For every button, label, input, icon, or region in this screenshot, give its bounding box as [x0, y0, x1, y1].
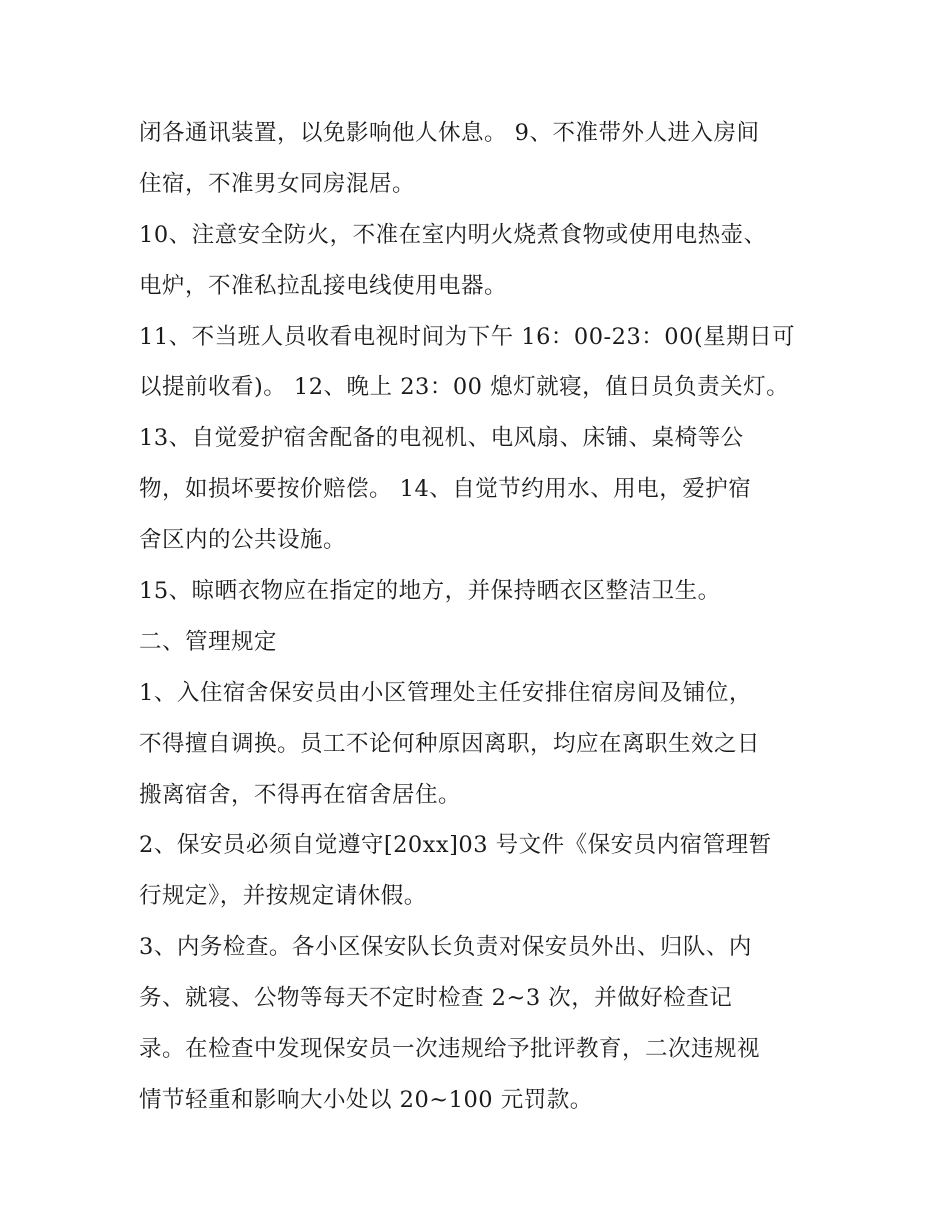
text-line: 不得擅自调换。员工不论何种原因离职，均应在离职生效之日 — [139, 730, 761, 757]
text-line: 3、内务检查。各小区保安队长负责对保安员外出、归队、内 — [139, 934, 752, 961]
text-line: 13、自觉爱护宿舍配备的电视机、电风扇、床铺、桌椅等公 — [139, 425, 744, 452]
text-line: 10、注意安全防火，不准在室内明火烧煮食物或使用电热壶、 — [139, 221, 767, 248]
text-line: 录。在检查中发现保安员一次违规给予批评教育，二次违规视 — [139, 1036, 761, 1063]
text-line: 行规定》，并按规定请休假。 — [139, 883, 427, 910]
text-line: 搬离宿舍，不得再在宿舍居住。 — [139, 781, 462, 808]
text-line: 舍区内的公共设施。 — [139, 527, 347, 554]
section-heading: 二、管理规定 — [139, 628, 278, 655]
text-line: 15、晾晒衣物应在指定的地方，并保持晒衣区整洁卫生。 — [139, 578, 721, 605]
text-line: 11、不当班人员收看电视时间为下午 16：00-23：00(星期日可 — [139, 323, 796, 350]
text-line: 物，如损坏要按价赔偿。 14、自觉节约用水、用电，爱护宿 — [139, 476, 752, 503]
text-line: 住宿，不准男女同房混居。 — [139, 170, 416, 197]
text-line: 以提前收看)。 12、晚上 23：00 熄灯就寝，值日员负责关灯。 — [139, 374, 790, 401]
text-line: 闭各通讯装置，以免影响他人休息。 9、不准带外人进入房间 — [139, 120, 760, 146]
text-line: 情节轻重和影响大小处以 20~100 元罚款。 — [139, 1086, 593, 1113]
text-line: 务、就寝、公物等每天不定时检查 2~3 次，并做好检查记 — [139, 985, 733, 1012]
text-line: 1、入住宿舍保安员由小区管理处主任安排住宿房间及铺位， — [139, 679, 752, 706]
text-line: 2、保安员必须自觉遵守[20xx]03 号文件《保安员内宿管理暂 — [139, 832, 772, 859]
text-line: 电炉，不准私拉乱接电线使用电器。 — [139, 272, 508, 299]
document-body — [139, 108, 829, 1126]
